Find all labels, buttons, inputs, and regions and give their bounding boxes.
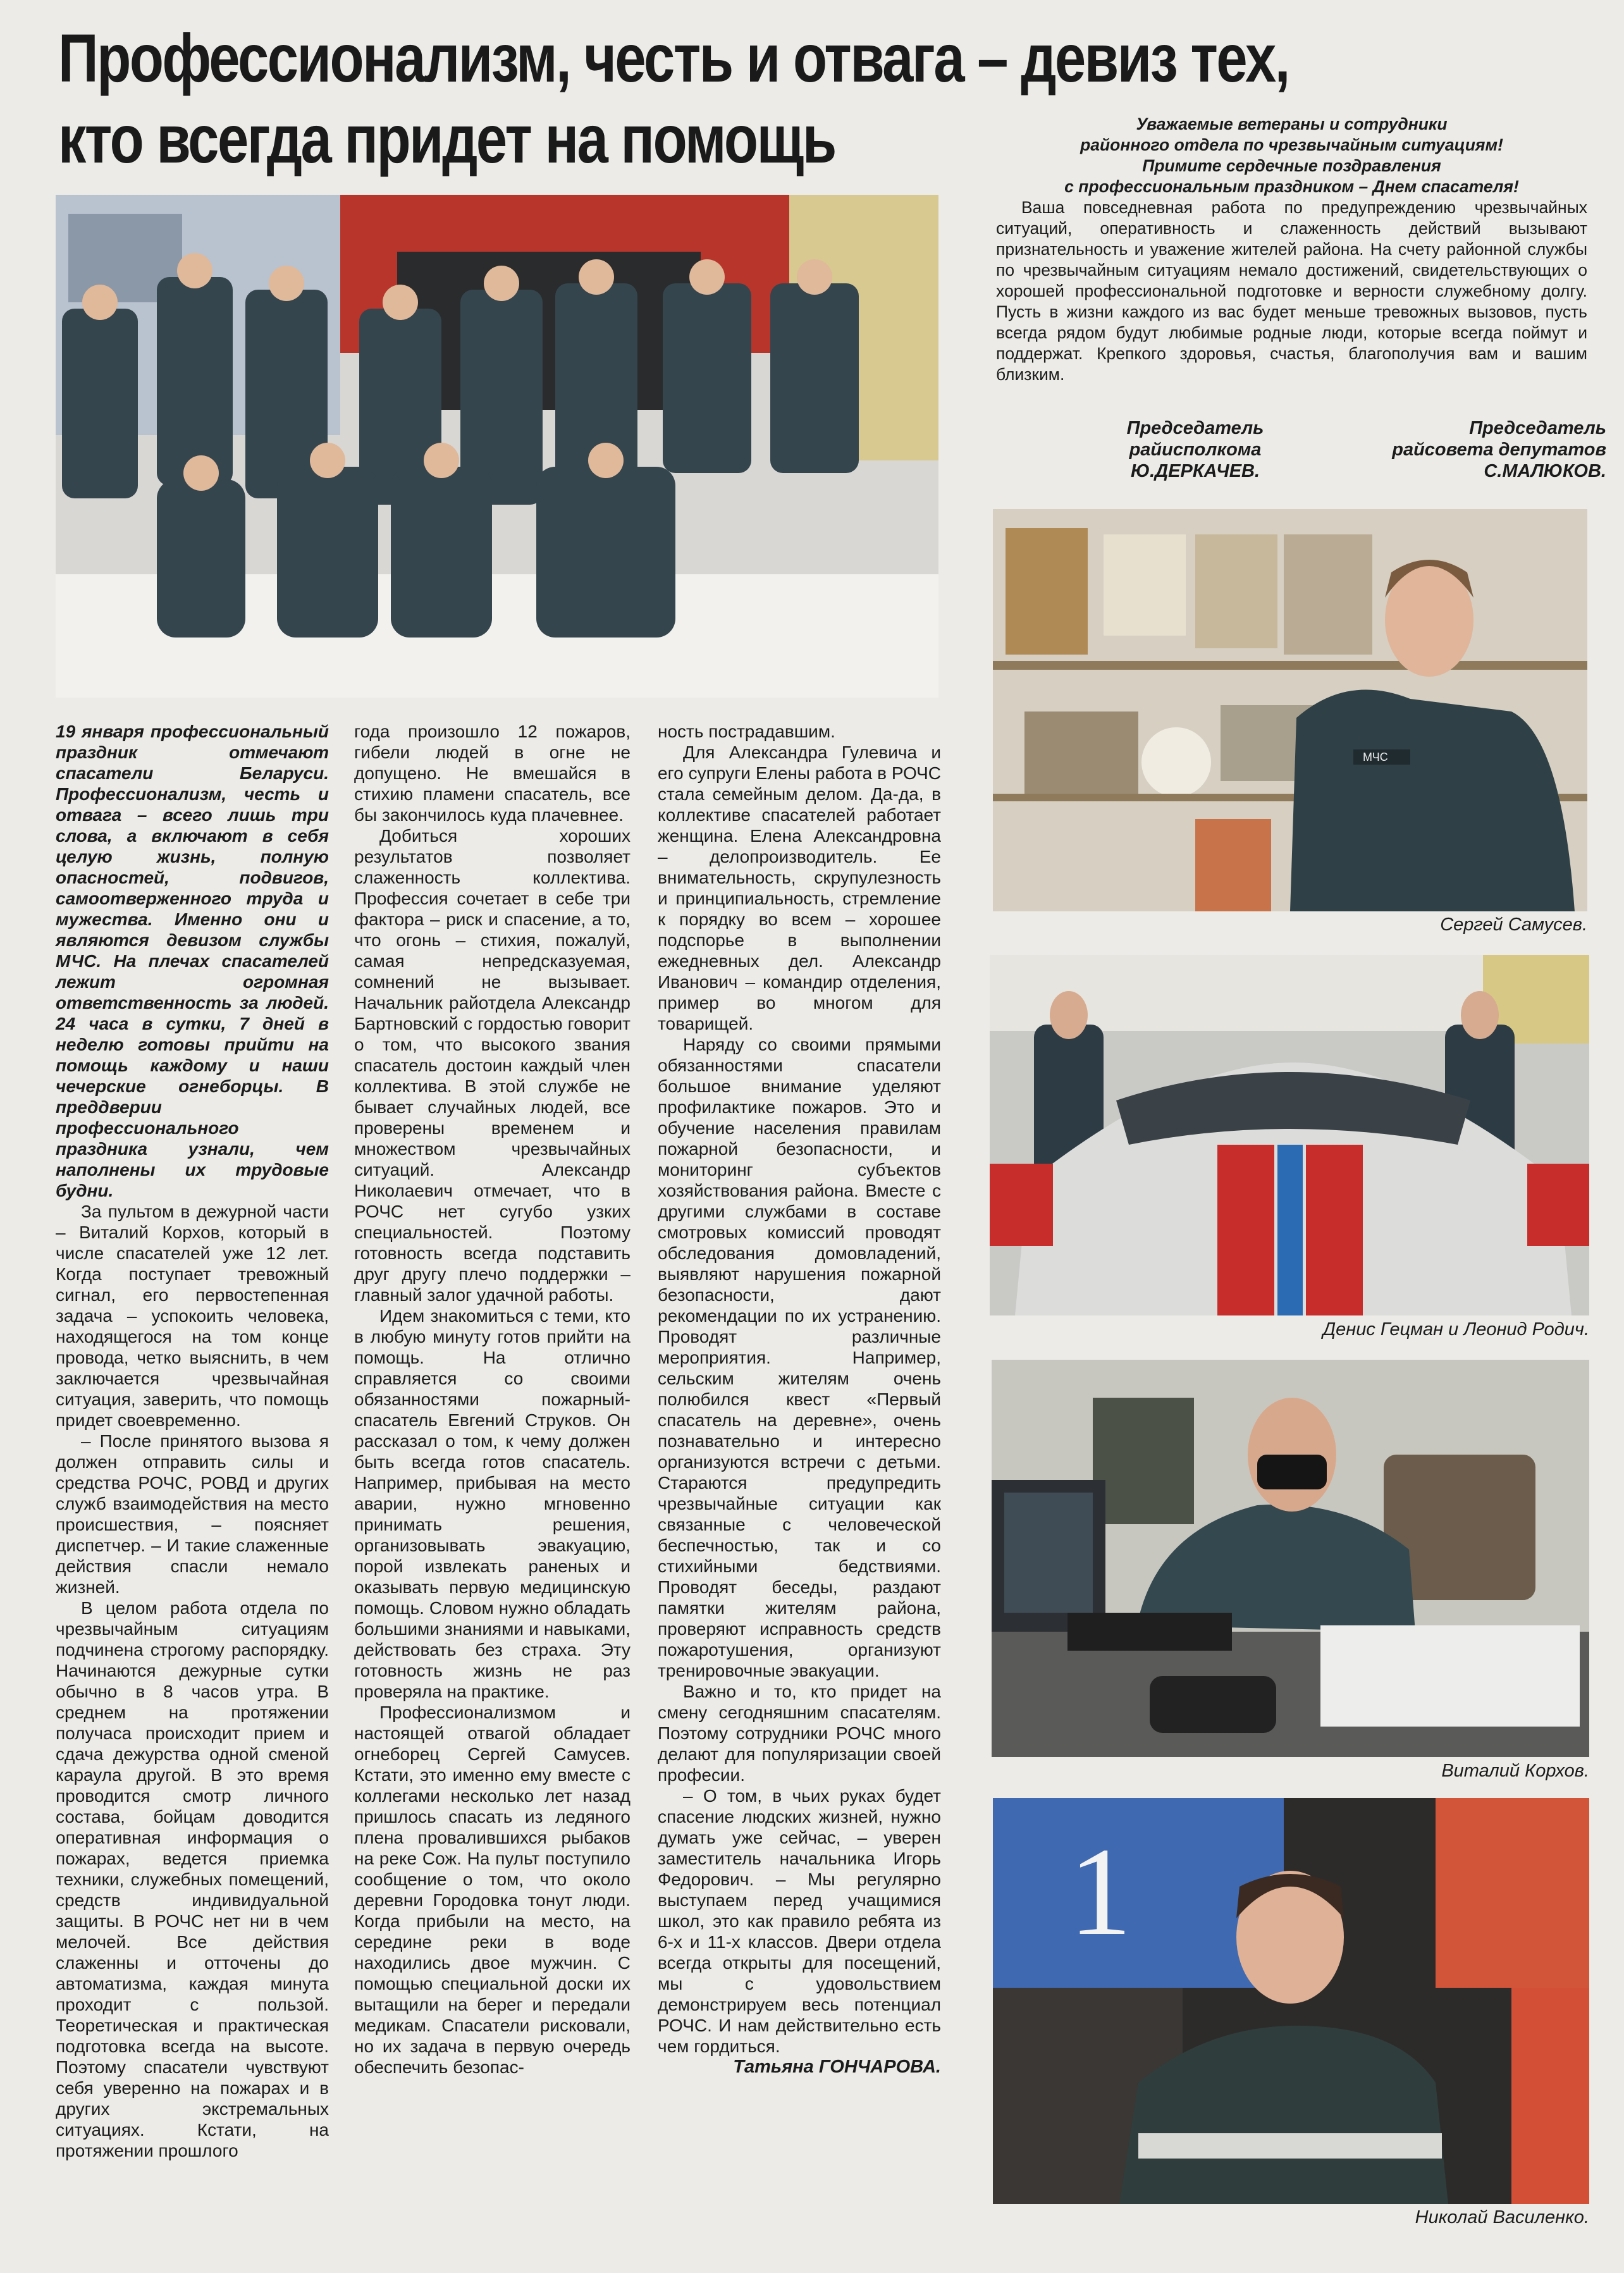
signature-title: райисполкома xyxy=(1129,440,1262,460)
article-paragraph: Наряду со своими прямыми обязанностями спасатели большое внимание уделяют профилактике пожаров. Это и обучение населения правилам пожарной безопасности, и мониторинг субъектов хозяйствования района. Вместе с другими службами в составе смотровых комиссий проводят обследования домовладений, выявляют нарушения пожарной безопасности, дают рекомендации по их устранению. Проводят различные мероприятия. Например, сельским жителям очень полюбился квест «Первый спасатель на деревне», очень познавательно и интересно организуются встречи с детьми. Стараются предупредить чрезвычайные ситуации как связанные с человеческой беспечностью, так и со стихийными бедствиями. Проводят беседы, раздают памятки жителям района, проверяют исправность средств пожаротушения, организуют тренировочные эвакуации. xyxy=(658,1035,941,1680)
article-paragraph: – О том, в чьих руках будет спасение людских жизней, нужно думать уже сейчас, – уверен заместитель начальника Игорь Федорович. – Мы регулярно выступаем перед учащимися школ, это как правило ребята из 6-х и 11-х классов. Двери отдела всегда открыты для посещений, мы с удовольствием демонстрируем весь потенциал РОЧС. И нам действительно есть чем гордиться. xyxy=(658,1786,941,2056)
caption-photo-3: Виталий Корхов. xyxy=(1441,1761,1589,1781)
article-paragraph: Добиться хороших результатов позволяет слаженность коллектива. Профессия сочетает в себе три фактора – риск и спасение, а то, что огонь – стихия, пожалуй, самая непредсказуемая, сомнений не вызывает. Начальник райотдела Александр Бартновский с гордостью говорит о том, что высокого звания спасатель достоин каждый член коллектива. В этой службе не бывает случайных людей, все проверены временем и множеством чрезвычайных ситуаций. Александр Николаевич отмечает, что в РОЧС нет сугубо узких специальностей. Поэтому готовность всегда подставить друг другу плечо поддержки – главный залог удачной работы. xyxy=(354,826,631,1305)
photo-image xyxy=(992,1360,1589,1757)
photo-image xyxy=(993,509,1587,911)
greeting-heading-line: Уважаемые ветераны и сотрудники xyxy=(1136,114,1448,133)
greeting-heading-line: с профессиональным праздником – Днем спасателя! xyxy=(1064,177,1519,196)
signature-title: Председатель xyxy=(1126,418,1264,438)
article-lead: 19 января профессиональный праздник отмечают спасатели Беларуси. Профессионализм, честь и отвага – всего лишь три слова, а включают в себя целую жизнь, полную опасностей, подвигов, самоотверженного труда и мужества. Именно они и являются девизом службы МЧС. На плечах спасателей лежит огромная ответственность за людей. 24 часа в сутки, 7 дней в неделю готовы прийти на помощь каждому и наши чечерские огнеборцы. В преддверии профессионального праздника узнали, чем наполнены их трудовые будни. xyxy=(56,722,329,1200)
photo-sergey-samusev xyxy=(993,509,1587,911)
headline-line-1: Профессионализм, честь и отвага – девиз тех, xyxy=(58,20,1289,96)
article-paragraph: ность пострадавшим. xyxy=(658,722,835,741)
signature-name: С.МАЛЮКОВ. xyxy=(1484,461,1606,481)
article-paragraph: – После принятого вызова я должен отправить силы и средства РОЧС, РОВД и других служб взаимодействия на место происшествия, – поясняет диспетчер. – И такие слаженные действия спасли немало жизней. xyxy=(56,1431,329,1597)
photo-vitaly-korkhov xyxy=(992,1360,1589,1757)
wall-number: 1 xyxy=(1069,1822,1132,1962)
caption-photo-2: Денис Гецман и Леонид Родич. xyxy=(1322,1319,1589,1340)
signature-left xyxy=(1075,417,1315,482)
greeting-heading-line: Примите сердечные поздравления xyxy=(1142,156,1441,175)
greeting-heading xyxy=(996,114,1587,197)
article-author: Татьяна ГОНЧАРОВА. xyxy=(733,2057,941,2077)
photo-image xyxy=(990,955,1589,1315)
mchs-patch-text: МЧС xyxy=(1363,751,1388,763)
article-paragraph: года произошло 12 пожаров, гибели людей в огне не допущено. Не вмешайся в стихию пламени спасатель, все бы закончилось куда плачевнее. xyxy=(354,722,631,825)
headline-line-2: кто всегда придет на помощь xyxy=(58,101,835,177)
photo-image xyxy=(993,1798,1589,2204)
article-paragraph: За пультом в дежурной части – Виталий Корхов, который в числе спасателей уже 12 лет. Когда поступает тревожный сигнал, его первостепенная задача – успокоить человека, находящегося на том конце провода, четко выяснить, в чем заключается чрезвычайная ситуация, заверить, что помощь придет своевременно. xyxy=(56,1202,329,1430)
greeting-block xyxy=(996,114,1587,385)
article-column-1 xyxy=(56,721,329,2161)
signature-title: райсовета депутатов xyxy=(1392,440,1606,460)
caption-photo-1: Сергей Самусев. xyxy=(1440,915,1587,935)
greeting-body: Ваша повседневная работа по предупреждению чрезвычайных ситуаций, оперативность и слаженность действий вызывают признательность и уважение жителей района. На счету районной службы по чрезвычайным ситуациям немало достижений, свидетельствующих о хорошей профессиональной подготовке и верности служебному долгу. Пусть в жизни каждого из вас будет меньше тревожных вызовов, пусть всегда рядом будут любимые родные люди, которые всегда поймут и поддержат. Крепкого здоровья, счастья, благополучия вам и вашим близким. xyxy=(996,198,1587,384)
article-paragraph: Для Александра Гулевича и его супруги Елены работа в РОЧС стала семейным делом. Да-да, в коллективе спасателей работает женщина. Елена Александровна – делопроизводитель. Ее внимательность, скрупулезность и принципиальность, стремление к порядку во всем – хорошее подспорье в выполнении ежедневных дел. Александр Иванович – командир отделения, пример во многом для товарищей. xyxy=(658,742,941,1033)
article-headline xyxy=(58,18,1289,180)
article-paragraph: Идем знакомиться с теми, кто в любую минуту готов прийти на помощь. На отлично справляется со своими обязанностями пожарный-спасатель Евгений Струков. Он рассказал о том, к чему должен быть всегда готов спасатель. Например, прибывая на место аварии, нужно мгновенно принимать решения, организовывать эвакуацию, порой извлекать раненых и оказывать первую медицинскую помощь. Словом нужно обладать большими знаниями и навыками, действовать без страха. Эту готовность жизнь не раз проверяла на практике. xyxy=(354,1306,631,1701)
group-photo-image xyxy=(56,195,938,698)
signature-title: Председатель xyxy=(1469,418,1606,438)
caption-photo-4: Николай Василенко. xyxy=(1415,2207,1589,2227)
greeting-heading-line: районного отдела по чрезвычайным ситуациям! xyxy=(1080,135,1503,154)
article-paragraph: Важно и то, кто придет на смену сегодняшним спасателям. Поэтому сотрудники РОЧС много делают для популяризации своей професии. xyxy=(658,1682,941,1785)
article-paragraph: В целом работа отдела по чрезвычайным ситуациям подчинена строгому распорядку. Начинаются дежурные сутки обычно в 8 часов утра. В среднем на протяжении получаса происходит прием и сдача дежурства одной сменой караула другой. В это время проводится смотр личного состава, бойцам доводится оперативная информация о пожарах, ведется приемка техники, служебных помещений, средств индивидуальной защиты. В РОЧС нет ни в чем мелочей. Все действия слаженны и отточены до автоматизма, каждая минута проходит с пользой. Теоретическая и практическая подготовка всегда на высоте. Поэтому спасатели чувствуют себя уверенно на пожарах и в других экстремальных ситуациях. Кстати, на протяжении прошлого xyxy=(56,1598,329,2160)
group-photo xyxy=(56,195,938,698)
signature-right xyxy=(1341,417,1606,482)
signature-name: Ю.ДЕРКАЧЕВ. xyxy=(1130,461,1260,481)
article-column-3 xyxy=(658,721,941,2078)
article-paragraph: Профессионализмом и настоящей отвагой обладает огнеборец Сергей Самусев. Кстати, это именно ему вместе с коллегами несколько лет назад пришлось спасать из ледяного плена провалившихся рыбаков на реке Сож. На пульт поступило сообщение о том, что около деревни Городовка тонут люди. Когда прибыли на место, на середине реки в воде находились двое мужчин. С помощью специальной доски их вытащили на берег и передали медикам. Спасатели рисковали, но их задача в первую очередь обеспечить безопас- xyxy=(354,1703,631,2077)
photo-nikolay-vasilenko xyxy=(993,1798,1589,2204)
photo-car-rescuers xyxy=(990,955,1589,1315)
article-column-2 xyxy=(354,721,631,2078)
